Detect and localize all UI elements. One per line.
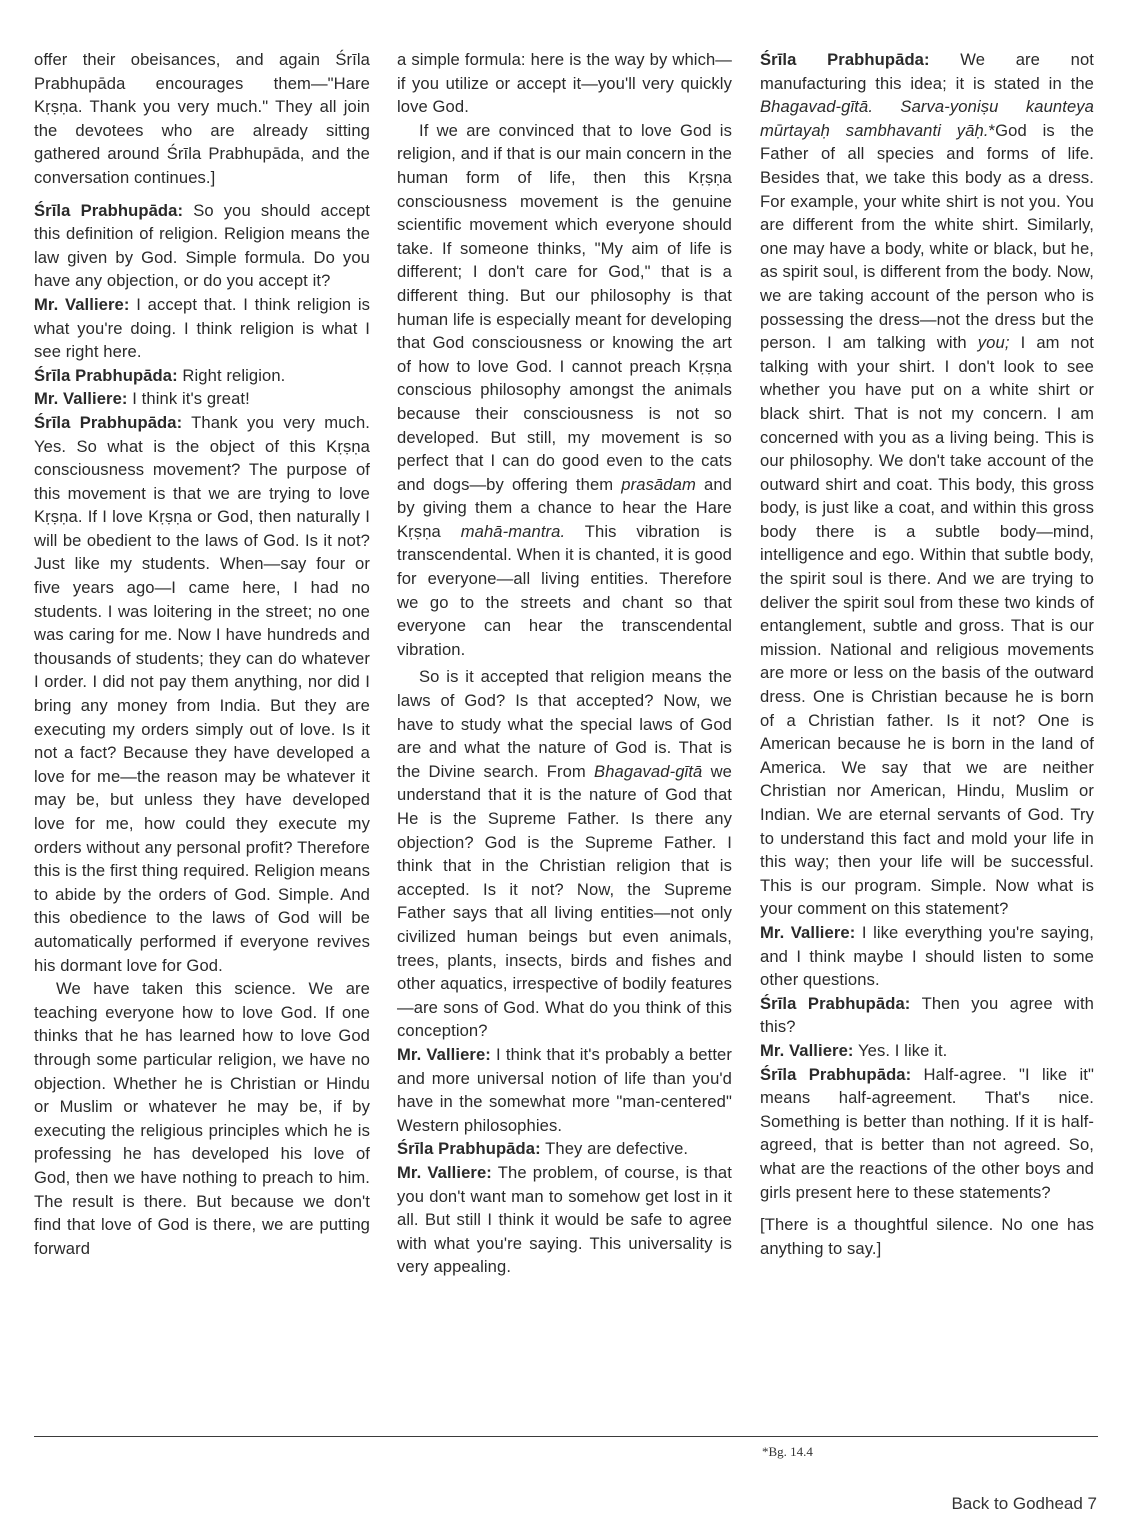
speaker-label: Śrīla Prabhupāda: bbox=[34, 200, 184, 220]
stage-direction: [There is a thoughtful silence. No one has anything to say.] bbox=[760, 1215, 1094, 1258]
speaker-label: Mr. Valliere: bbox=[760, 922, 856, 942]
column-2 bbox=[397, 48, 732, 1279]
speaker-label: Śrīla Prabhupāda: bbox=[760, 1064, 912, 1084]
paragraph: Mr. Valliere: Yes. I like it. bbox=[760, 1040, 948, 1060]
paragraph: Śrīla Prabhupāda: Right religion. bbox=[34, 365, 286, 385]
speaker-label: Mr. Valliere: bbox=[397, 1044, 491, 1064]
speaker-label: Mr. Valliere: bbox=[34, 294, 130, 314]
paragraph: So is it accepted that religion means the laws of God? Is that accepted? Now, we have to study what the special laws of God are and what the nature of God is. That is the Divine search. From Bhagavad-gītā we understand that it is the nature of God that He is the Supreme Father. Is there any objection? God is the Supreme Father. I think that in the Christian religion that is accepted. Is it not? Now, the Supreme Father says that all living entities—not only civilized human beings but even animals, trees, plants, insects, birds and fishes and other aquatics, irrespective of bodily features—are sons of God. What do you think of this conception? bbox=[397, 667, 732, 1041]
paragraph: Śrīla Prabhupāda: Thank you very much. Yes. So what is the object of this Kṛṣṇa consciousness movement? The purpose of this movement is that we are trying to love Kṛṣṇa. If I love Kṛṣṇa or God, then naturally I will be obedient to the laws of God. Is it not? Just like my students. When—say four or five years ago—I came here, I had no students. I was loitering in the street; no one was caring for me. Now I have hundreds and thousands of students; they can do whatever I order. I did not pay them anything, nor did I bring any money from India. But they are executing my orders simply out of love. Is it not a fact? Because they have developed a love for me—the reason may be whatever it may be, but unless they have developed love for me, how could they execute my orders without any personal profit? Therefore this is the first thing required. Religion means to abide by the orders of God. Simple. And this obedience to the laws of God will be automatically performed if everyone revives his dormant love for God. bbox=[34, 412, 370, 975]
paragraph: Śrīla Prabhupāda: They are defective. bbox=[397, 1139, 689, 1159]
footnote-divider bbox=[34, 1436, 1098, 1437]
footnote: *Bg. 14.4 bbox=[762, 1444, 813, 1459]
paragraph: a simple formula: here is the way by which—if you utilize or accept it—you'll very quickly love God. bbox=[397, 50, 732, 117]
paragraph: Śrīla Prabhupāda: So you should accept this definition of religion. Religion means the law given by God. Simple formula. Do you have any objection, or do you accept it? bbox=[34, 200, 371, 291]
page-footer: Back to Godhead 7 bbox=[951, 1494, 1097, 1513]
paragraph: Mr. Valliere: I think that it's probably a better and more universal notion of life than you'd have in the somewhat more "man-centered" Western philosophies. bbox=[397, 1044, 732, 1135]
paragraph: If we are convinced that to love God is religion, and if that is our main concern in the human form of life, then this Kṛṣṇa consciousness movement is the genuine scientific movement which everyone should take. If someone thinks, "My aim of life is different; I don't care for God," that is a different thing. But our philosophy is that human life is especially meant for developing that God consciousness or knowing the art of how to love God. I cannot preach Kṛṣṇa conscious philosophy amongst the animals because their consciousness is not so developed. But still, my movement is so perfect that I can do good even to the cats and dogs—by offering them prasādam and by giving them a chance to hear the Hare Kṛṣṇa mahā-mantra. This vibration is transcendental. When it is chanted, it is good for everyone—all living entities. Therefore we go to the streets and chant so that everyone can hear the transcendental vibration. bbox=[397, 120, 733, 659]
paragraph: Śrīla Prabhupāda: Half-agree. "I like it" means half-agreement. That's nice. Something is better than nothing. If it is half-agreed, that is better than not agreed. So, what are the reactions of the other boys and girls present here to these statements? bbox=[760, 1064, 1094, 1202]
paragraph: We have taken this science. We are teaching everyone how to love God. If one thinks that he has learned how to love God through some particular religion, we have no objection. Whether he is Christian or Hindu or Muslim or whatever he may be, if by executing the religious principles which he is professing he has developed his love of God, then we have nothing to preach to him. The result is there. But because we don't find that love of God is there, we are putting forward bbox=[34, 979, 370, 1258]
paragraph: Mr. Valliere: I like everything you're saying, and I think maybe I should listen to some other questions. bbox=[760, 922, 1094, 990]
speaker-label: Śrīla Prabhupāda: bbox=[760, 993, 911, 1013]
speaker-label: Mr. Valliere: bbox=[397, 1162, 492, 1182]
speaker-label: Śrīla Prabhupāda: bbox=[34, 412, 183, 432]
column-1 bbox=[34, 48, 370, 1260]
paragraph: Śrīla Prabhupāda: We are not manufacturing this idea; it is stated in the Bhagavad-gītā. Sarva-yoniṣu kaunteya mūrtayaḥ sambhavanti yāḥ.*God is the Father of all species and forms of life. Besides that, we take this body as a dress. For example, your white shirt is not you. You are different from the white shirt. Similarly, one may have a body, white or black, but he, as spirit soul, is different from the body. Now, we are taking account of the person who is possessing the dress—not the dress but the person. I am talking with you; I am not talking with your shirt. I don't look to see whether you have put on a white shirt or black shirt. That is not my concern. I am concerned with you as a living being. This is our philosophy. We don't take account of the outward shirt and coat. This body, this gross body, is just like a coat, and within this gross body there is a subtle body—mind, intelligence and ego. Within that subtle body, the spirit soul is there. And we are trying to deliver the spirit soul from these two kinds of entanglement, subtle and gross. That is our mission. National and religious movements are more or less on the basis of the outward dress. One is Christian because he is born of a Christian father. Is it not? One is American because he is born in the land of America. We say that we are neither Christian nor American, Hindu, Muslim or Indian. We are eternal servants of God. Try to understand this fact and mold your life in this way; then your life will be successful. This is our program. Simple. Now what is your comment on this statement? bbox=[760, 50, 1094, 919]
paragraph: Mr. Valliere: I accept that. I think religion is what you're doing. I think religion is what I see right here. bbox=[34, 294, 370, 362]
speaker-label: Śrīla Prabhupāda: bbox=[397, 1139, 541, 1159]
paragraph: Mr. Valliere: The problem, of course, is that you don't want man to somehow get lost in it all. But still I think it would be safe to agree with what you're saying. This universality is very appealing. bbox=[397, 1162, 732, 1277]
paragraph: Śrīla Prabhupāda: Then you agree with this? bbox=[760, 993, 1095, 1037]
speaker-label: Śrīla Prabhupāda: bbox=[760, 50, 930, 69]
paragraph: Mr. Valliere: I think it's great! bbox=[34, 389, 250, 409]
speaker-label: Mr. Valliere: bbox=[34, 389, 128, 409]
column-3 bbox=[760, 48, 1094, 1260]
speaker-label: Śrīla Prabhupāda: bbox=[34, 365, 178, 385]
paragraph: offer their obeisances, and again Śrīla Prabhupāda encourages them—"Hare Kṛṣṇa. Thank you very much." They all join the devotees who are already sitting gathered around Śrīla Prabhupāda, and the conversation continues.] bbox=[34, 50, 370, 187]
speaker-label: Mr. Valliere: bbox=[760, 1040, 854, 1060]
